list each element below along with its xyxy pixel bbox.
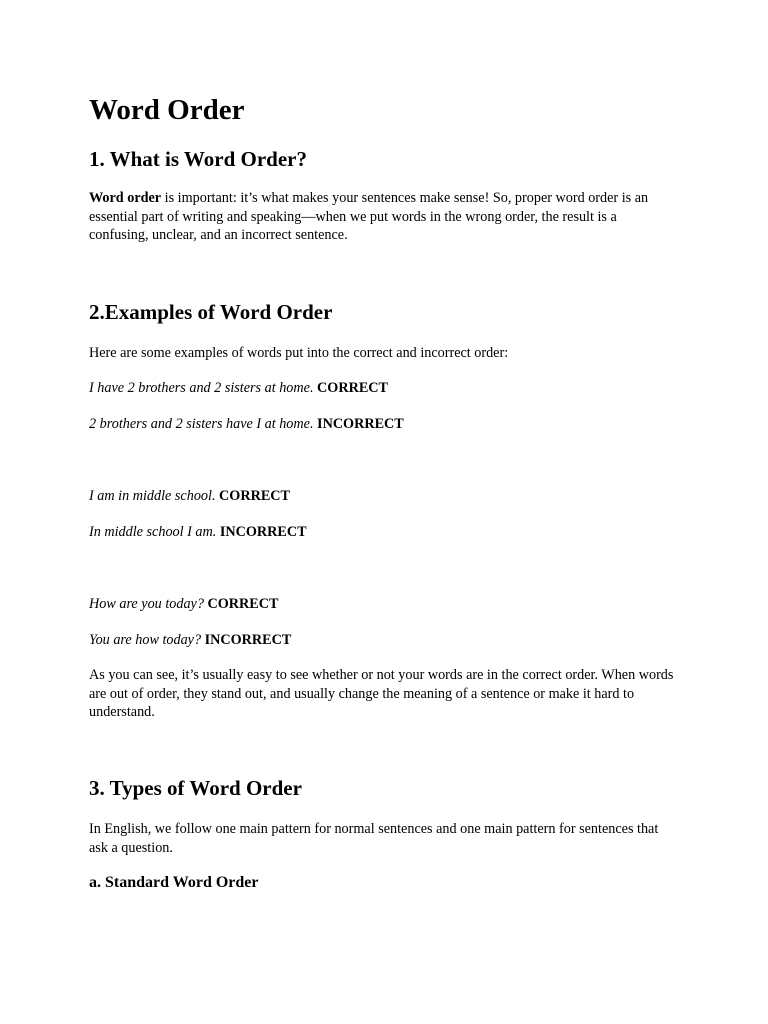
- section-3-heading: 3. Types of Word Order: [89, 776, 302, 800]
- section-2-heading: 2.Examples of Word Order: [89, 300, 333, 324]
- example-line: [89, 523, 307, 541]
- example-line: [89, 487, 290, 505]
- document-title: Word Order: [89, 94, 245, 126]
- example-verdict: CORRECT: [207, 596, 279, 612]
- example-line: [89, 379, 388, 397]
- section-3-intro: In English, we follow one main pattern for normal sentences and one main pattern for sentences that ask a question.: [89, 821, 659, 856]
- example-verdict: CORRECT: [219, 488, 290, 504]
- example-verdict: INCORRECT: [219, 524, 307, 540]
- example-line: [89, 631, 291, 649]
- example-sentence: 2 brothers and 2 sisters have I at home.: [89, 416, 314, 432]
- section-1-paragraph: [89, 189, 679, 245]
- example-verdict: INCORRECT: [317, 416, 404, 432]
- section-3a-subheading: a. Standard Word Order: [89, 874, 259, 891]
- example-line: [89, 415, 404, 433]
- example-verdict: INCORRECT: [204, 632, 292, 648]
- section-1-heading: 1. What is Word Order?: [89, 147, 307, 171]
- example-sentence: How are you today?: [89, 596, 204, 612]
- example-line: [89, 595, 278, 613]
- section-1-body: is important: it’s what makes your sentences make sense! So, proper word order is an essential part of writing and speaking—when we put words in the wrong order, the result is a confusing, unclear, and an incorrect sentence.: [89, 190, 649, 243]
- section-2-summary: As you can see, it’s usually easy to see whether or not your words are in the correct order. When words are out of order, they stand out, and usually change the meaning of a sentence or make it hard to understand.: [89, 667, 674, 720]
- example-sentence: You are how today?: [89, 632, 202, 648]
- example-sentence: I am in middle school.: [89, 488, 216, 504]
- example-sentence: I have 2 brothers and 2 sisters at home.: [89, 380, 314, 396]
- example-sentence: In middle school I am.: [89, 524, 217, 540]
- word-order-term: Word order: [89, 190, 162, 206]
- section-2-intro: Here are some examples of words put into the correct and incorrect order:: [89, 345, 509, 361]
- example-verdict: CORRECT: [317, 380, 388, 396]
